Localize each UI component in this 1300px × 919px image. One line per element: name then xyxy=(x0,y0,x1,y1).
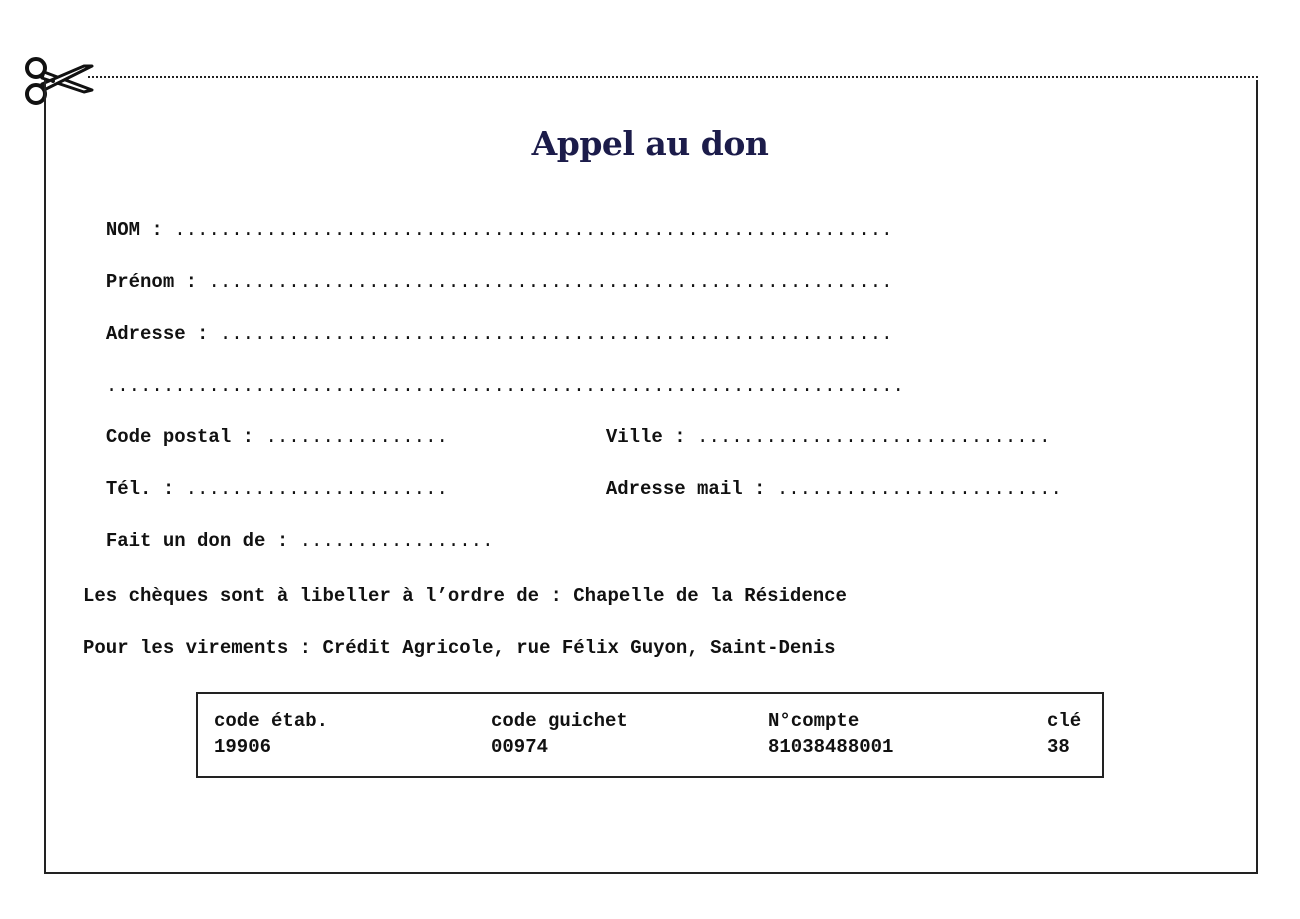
nom-field[interactable]: NOM : ............................................................... xyxy=(105,219,893,241)
bank-value-numero-compte: 81038488001 xyxy=(768,736,894,758)
prenom-field[interactable]: Prénom : ............................................................ xyxy=(105,271,893,293)
adresse-field[interactable]: Adresse : ........................................................... xyxy=(105,323,893,345)
cut-line xyxy=(88,76,1258,78)
bank-details-box xyxy=(196,692,1104,778)
don-field[interactable]: Fait un don de : ................. xyxy=(105,530,494,552)
bank-header-numero-compte: N°compte xyxy=(768,710,860,732)
bank-value-cle: 38 xyxy=(1047,736,1070,758)
bank-header-code-etab: code étab. xyxy=(214,710,329,732)
bank-value-code-etab: 19906 xyxy=(214,736,272,758)
bank-header-cle: clé xyxy=(1047,710,1082,732)
bank-value-code-guichet: 00974 xyxy=(491,736,549,758)
ville-field[interactable]: Ville : ............................... xyxy=(605,426,1051,448)
cheques-text: Les chèques sont à libeller à l’ordre de : Chapelle de la Résidence xyxy=(83,585,847,607)
bank-header-code-guichet: code guichet xyxy=(491,710,628,732)
virements-text: Pour les virements : Crédit Agricole, rue Félix Guyon, Saint-Denis xyxy=(83,637,836,659)
mail-field[interactable]: Adresse mail : ......................... xyxy=(605,478,1062,500)
adresse-line2-field[interactable]: ...................................................................... xyxy=(105,375,904,397)
tel-field[interactable]: Tél. : ....................... xyxy=(105,478,448,500)
code-postal-field[interactable]: Code postal : ................ xyxy=(105,426,448,448)
page-title: Appel au don xyxy=(531,124,769,163)
